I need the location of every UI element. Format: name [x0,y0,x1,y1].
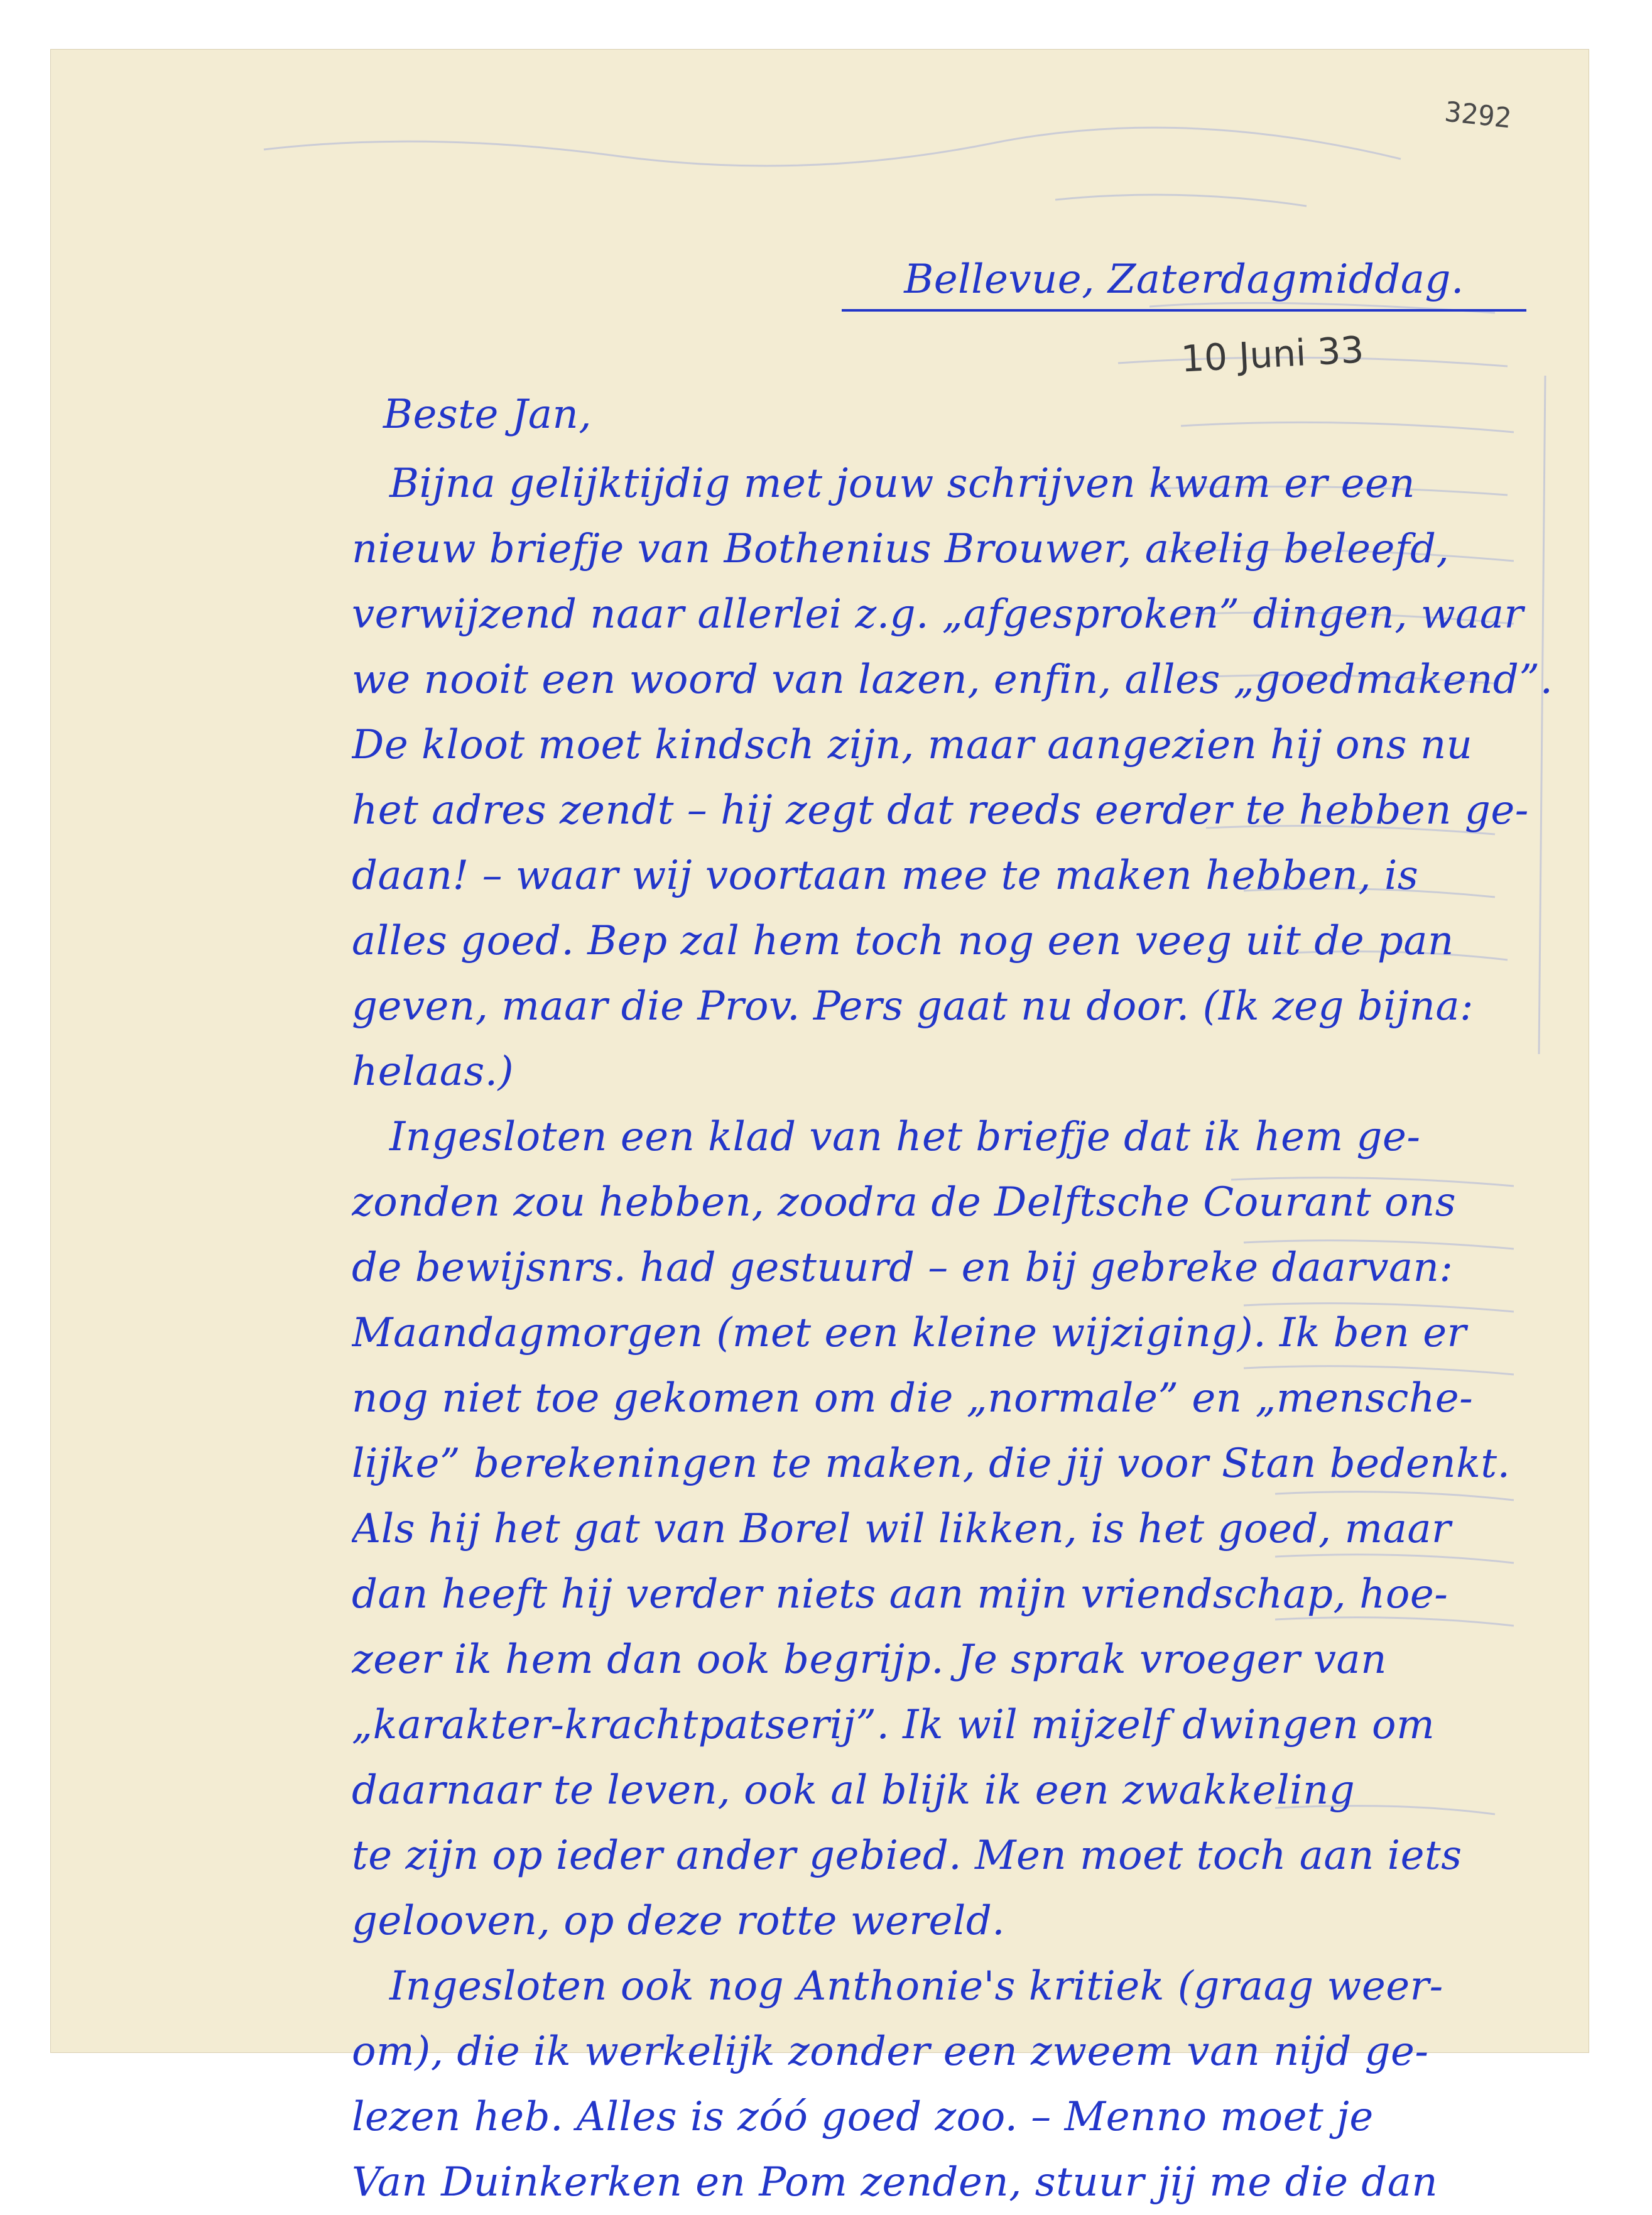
text-line: het adres zendt – hij zegt dat reeds eerder te hebben ge- [352,787,1529,834]
text-line: lijke” berekeningen te maken, die jij voor Stan bedenkt. [352,1440,1511,1487]
salutation: Beste Jan, [383,391,592,438]
text-line: zonden zou hebben, zoodra de Delftsche Courant ons [352,1179,1457,1226]
text-line: geven, maar die Prov. Pers gaat nu door. (Ik zeg bijna: [352,983,1474,1030]
text-line: zeer ik hem dan ook begrijp. Je sprak vroeger van [352,1636,1387,1683]
text-line: daarnaar te leven, ook al blijk ik een zwakkeling [352,1767,1356,1814]
text-line: Van Duinkerken en Pom zenden, stuur jij me die dan [352,2159,1438,2206]
text-line: Als hij het gat van Borel wil likken, is het goed, maar [352,1506,1452,1552]
text-line: lezen heb. Alles is zóó goed zoo. – Menno moet je [352,2094,1374,2140]
text-line: Ingesloten ook nog Anthonie's kritiek (graag weer- [389,1963,1443,2010]
text-line: helaas.) [352,1048,514,1095]
text-line: de bewijsnrs. had gestuurd – en bij gebreke daarvan: [352,1244,1454,1291]
text-line: dan heeft hij verder niets aan mijn vriendschap, hoe- [352,1571,1448,1618]
text-line: nieuw briefje van Bothenius Brouwer, akelig beleefd, [352,526,1450,572]
text-line: Maandagmorgen (met een kleine wijziging). Ik ben er [352,1310,1467,1356]
text-line: om), die ik werkelijk zonder een zweem van nijd ge- [352,2028,1429,2075]
dateline: Bellevue, Zaterdagmiddag. [842,256,1526,312]
text-line: De kloot moet kindsch zijn, maar aangezien hij ons nu [352,722,1473,768]
date-stamp: 10 Juni 33 [1180,328,1365,381]
text-line: alles goed. Bep zal hem toch nog een veeg uit de pan [352,918,1454,964]
text-line: verwijzend naar allerlei z.g. „afgesproken” dingen, waar [352,591,1524,638]
text-line: Ingesloten een klad van het briefje dat ik hem ge- [389,1114,1421,1160]
letter-sheet [50,49,1589,2206]
text-line: te zijn op ieder ander gebied. Men moet toch aan iets [352,1832,1462,1879]
text-line: gelooven, op deze rotte wereld. [352,1898,1006,1944]
text-line: nog niet toe gekomen om die „normale” en „mensche- [352,1375,1474,1422]
text-line: daan! – waar wij voortaan mee te maken hebben, is [352,852,1419,899]
letter-body [352,451,1652,2215]
text-line: we nooit een woord van lazen, enfin, alles „goedmakend”. [352,656,1553,703]
archive-number: 3292 [1443,95,1513,135]
text-line: „karakter-krachtpatserij”. Ik wil mijzelf dwingen om [352,1702,1435,1748]
text-line: Bijna gelijktijdig met jouw schrijven kwam er een [389,460,1416,507]
